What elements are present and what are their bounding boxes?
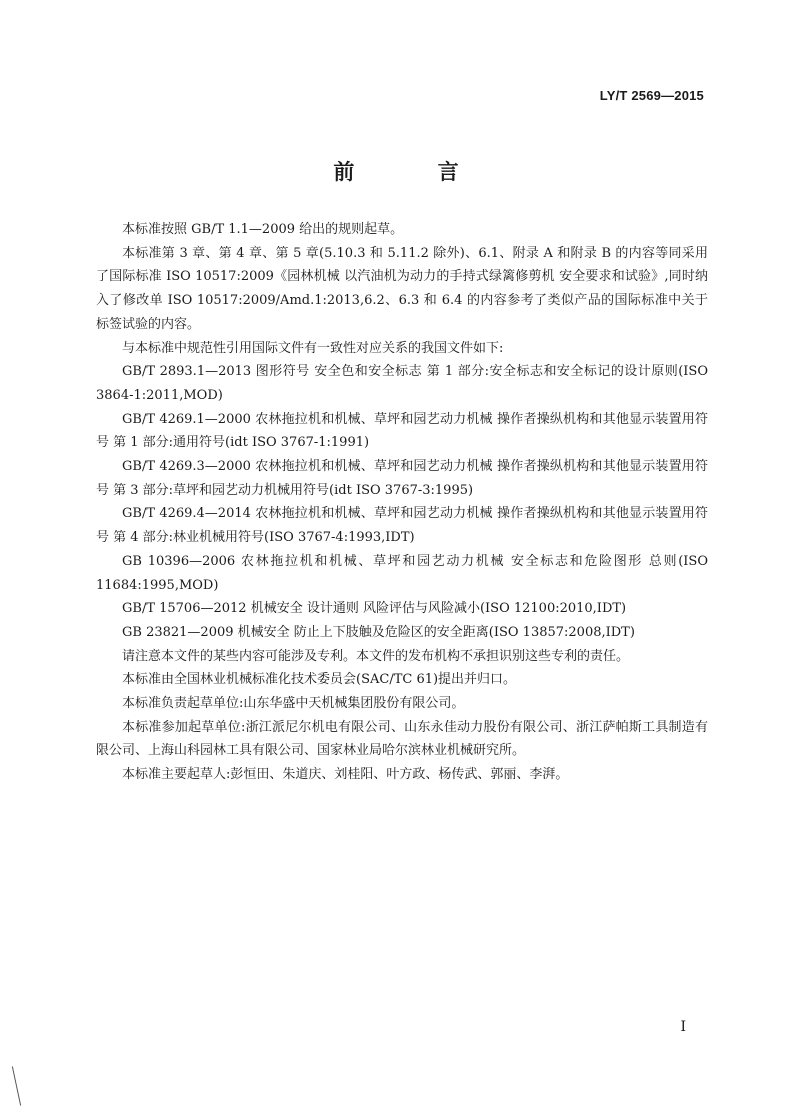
- reference-entry: GB 10396—2006 农林拖拉机和机械、草坪和园艺动力机械 安全标志和危险图形 总则(ISO 11684:1995,MOD): [96, 553, 708, 593]
- page-number: I: [680, 1019, 686, 1035]
- reference-entry: GB 23821—2009 机械安全 防止上下肢触及危险区的安全距离(ISO 13857:2008,IDT): [122, 624, 635, 640]
- paragraph: 本标准第 3 章、第 4 章、第 5 章(5.10.3 和 5.11.2 除外)、6.1、附录 A 和附录 B 的内容等同采用了国际标准 ISO 10517:2009《园林机械 以汽油机为动力的手持式绿篱修剪机 安全要求和试验》,同时纳入了修改单 ISO 10517:2009/Amd.1:2013,6.2、6.3 和 6.4 的内容参考了类似产品的国际标准中关于标签试验的内容。: [96, 245, 708, 332]
- patent-notice: 请注意本文件的某些内容可能涉及专利。本文件的发布机构不承担识别这些专利的责任。: [122, 648, 630, 664]
- reference-entry: GB/T 4269.3—2000 农林拖拉机和机械、草坪和园艺动力机械 操作者操纵机构和其他显示装置用符号 第 3 部分:草坪和园艺动力机械用符号(idt ISO 3767-3:1995): [96, 459, 708, 498]
- foreword-body: [96, 218, 708, 787]
- lead-drafter-statement: 本标准负责起草单位:山东华盛中天机械集团股份有限公司。: [122, 696, 465, 712]
- reference-entry: GB/T 4269.4—2014 农林拖拉机和机械、草坪和园艺动力机械 操作者操纵机构和其他显示装置用符号 第 4 部分:林业机械用符号(ISO 3767-4:1993,IDT): [96, 506, 708, 546]
- participating-drafters-statement: 本标准参加起草单位:浙江派尼尔机电有限公司、山东永佳动力股份有限公司、浙江萨帕斯工具制造有限公司、上海山科园林工具有限公司、国家林业局哈尔滨林业机械研究所。: [96, 719, 708, 759]
- reference-entry: GB/T 4269.1—2000 农林拖拉机和机械、草坪和园艺动力机械 操作者操纵机构和其他显示装置用符号 第 1 部分:通用符号(idt ISO 3767-1:1991): [96, 411, 708, 451]
- reference-entry: GB/T 2893.1—2013 图形符号 安全色和安全标志 第 1 部分:安全标志和安全标记的设计原则(ISO 3864-1:2011,MOD): [96, 364, 708, 403]
- scan-artifact-mark: [12, 1066, 21, 1105]
- page-title: 前 言: [333, 160, 497, 184]
- reference-entry: GB/T 15706—2012 机械安全 设计通则 风险评估与风险减小(ISO 12100:2010,IDT): [122, 601, 627, 617]
- proposer-statement: 本标准由全国林业机械标准化技术委员会(SAC/TC 61)提出并归口。: [122, 672, 517, 688]
- document-code: LY/T 2569—2015: [599, 88, 704, 103]
- main-drafters-statement: 本标准主要起草人:彭恒田、朱道庆、刘桂阳、叶方政、杨传武、郭丽、李湃。: [122, 767, 569, 783]
- paragraph: 本标准按照 GB/T 1.1—2009 给出的规则起草。: [122, 222, 404, 237]
- paragraph: 与本标准中规范性引用国际文件有一致性对应关系的我国文件如下:: [122, 340, 504, 356]
